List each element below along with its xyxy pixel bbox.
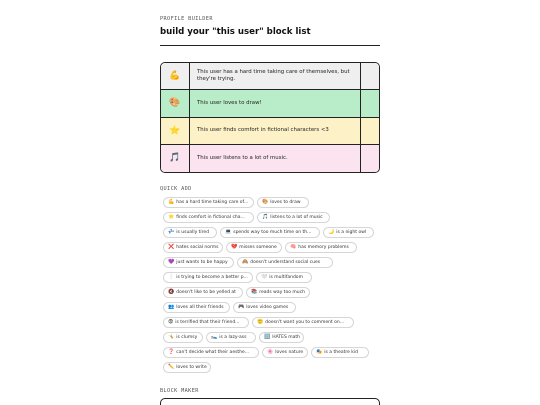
- chip-label: loves to draw: [270, 200, 301, 205]
- brain-icon: 🧠: [290, 244, 297, 250]
- laptop-icon: 💻: [225, 229, 232, 235]
- chip-label: is a lazy-ass: [219, 335, 247, 340]
- chip-label: loves all their friends: [176, 305, 224, 310]
- chip-label: loves video games: [246, 305, 289, 310]
- question-mark-icon: ❓: [168, 349, 175, 355]
- chip-button[interactable]: [163, 347, 259, 358]
- chip-label: finds comfort in fictional cha...: [176, 215, 245, 220]
- artist-palette-icon: 🎨: [262, 199, 269, 205]
- chip-label: hates social norms: [176, 245, 219, 250]
- block-end-cell: [361, 118, 379, 144]
- chip-label: reads way too much: [259, 290, 305, 295]
- chip-label: spends way too much time on th...: [233, 230, 312, 235]
- block-row[interactable]: [161, 90, 379, 117]
- chip-button[interactable]: [220, 227, 320, 238]
- chip-button[interactable]: [163, 227, 217, 238]
- moon-icon: 🌙: [328, 229, 335, 235]
- chip-label: is usually tired: [176, 230, 210, 235]
- chip-button[interactable]: [237, 257, 333, 268]
- chip-button[interactable]: [163, 332, 203, 343]
- chip-button[interactable]: [256, 272, 312, 283]
- smiling-face-icon: 🙂: [257, 319, 264, 325]
- chip-label: is a night owl: [336, 230, 367, 235]
- chip-button[interactable]: [163, 287, 243, 298]
- chip-label: loves to write: [176, 365, 207, 370]
- chip-button[interactable]: [163, 197, 254, 208]
- block-text: This user loves to draw!: [190, 90, 361, 116]
- chip-button[interactable]: [257, 197, 309, 208]
- chip-button[interactable]: [259, 332, 304, 343]
- muted-speaker-icon: 🔇: [168, 289, 175, 295]
- star-icon: ⭐: [168, 214, 175, 220]
- chip-button[interactable]: [262, 347, 308, 358]
- chip-label: is trying to become a better p...: [176, 275, 248, 280]
- chip-label: doesn't like to be yelled at: [176, 290, 236, 295]
- fearful-face-icon: 😨: [168, 319, 174, 325]
- chip-button[interactable]: [252, 317, 354, 328]
- theater-masks-icon: 🎭: [316, 349, 323, 355]
- block-row[interactable]: [161, 145, 379, 172]
- chip-button[interactable]: [206, 332, 256, 343]
- block-maker-panel[interactable]: [160, 398, 380, 405]
- chip-label: is terrified that their friend...: [175, 320, 240, 325]
- chip-button[interactable]: [163, 272, 253, 283]
- block-text: This user listens to a lot of music.: [190, 145, 361, 172]
- flexed-biceps-icon: 💪: [168, 199, 175, 205]
- block-end-cell: [361, 145, 379, 172]
- cartwheel-icon: 🤸: [168, 334, 175, 340]
- chip-label: has memory problems: [298, 245, 349, 250]
- books-icon: 📚: [251, 289, 258, 295]
- chip-button[interactable]: [163, 242, 223, 253]
- block-end-cell: [361, 63, 379, 89]
- numbers-icon: 🔢: [264, 334, 271, 340]
- block-text: This user has a hard time taking care of themselves, but they're trying.: [190, 63, 361, 89]
- chip-button[interactable]: [163, 257, 234, 268]
- white-heart-icon: 🤍: [261, 274, 268, 280]
- chip-label: HATES math: [272, 335, 300, 340]
- flower-icon: 🌸: [267, 349, 274, 355]
- chip-button[interactable]: [163, 362, 211, 373]
- purple-heart-icon: 💜: [168, 259, 175, 265]
- musical-note-icon: 🎵: [262, 214, 269, 220]
- chip-button[interactable]: [226, 242, 282, 253]
- block-text: This user finds comfort in fictional characters <3: [190, 118, 361, 144]
- block-row[interactable]: [161, 63, 379, 90]
- chip-button[interactable]: [323, 227, 374, 238]
- broken-heart-icon: 💔: [231, 244, 238, 250]
- chip-label: loves nature: [275, 350, 304, 355]
- chip-label: is clumsy: [176, 335, 198, 340]
- bed-icon: 🛌: [211, 334, 218, 340]
- block-maker-label: BLOCK MAKER: [160, 388, 199, 394]
- chip-label: doesn't understand social cues: [250, 260, 321, 265]
- page-title: build your "this user" block list: [160, 27, 311, 37]
- exclamation-icon: ❕: [168, 274, 175, 280]
- chip-label: has a hard time taking care of...: [176, 200, 249, 205]
- block-end-cell: [361, 90, 379, 116]
- chip-button[interactable]: [233, 302, 296, 313]
- block-row[interactable]: [161, 118, 379, 145]
- people-icon: 👥: [168, 304, 175, 310]
- chip-label: just wants to be happy: [176, 260, 228, 265]
- chip-label: listens to a lot of music: [270, 215, 323, 220]
- artist-palette-icon: 🎨: [161, 90, 190, 116]
- chip-label: misses someone: [239, 245, 277, 250]
- flexed-biceps-icon: 💪: [161, 63, 190, 89]
- page-eyebrow: PROFILE BUILDER: [160, 16, 213, 22]
- chip-button[interactable]: [163, 302, 230, 313]
- game-controller-icon: 🎮: [238, 304, 245, 310]
- sleep-icon: 💤: [168, 229, 175, 235]
- chip-label: is a theatre kid: [324, 350, 359, 355]
- chip-button[interactable]: [163, 317, 249, 328]
- star-icon: ⭐: [161, 118, 190, 144]
- cross-mark-icon: ❌: [168, 244, 175, 250]
- see-no-evil-monkey-icon: 🙈: [242, 259, 249, 265]
- pencil-icon: ✏️: [168, 364, 175, 370]
- quick-add-label: QUICK ADD: [160, 186, 192, 192]
- chip-button[interactable]: [246, 287, 310, 298]
- chip-button[interactable]: [163, 212, 254, 223]
- chip-label: is multifandom: [269, 275, 303, 280]
- title-divider: [160, 45, 380, 46]
- chip-label: can't decide what their aesthe...: [176, 350, 250, 355]
- chip-button[interactable]: [311, 347, 369, 358]
- chip-button[interactable]: [257, 212, 330, 223]
- chip-button[interactable]: [285, 242, 357, 253]
- chip-label: doesn't want you to comment on...: [265, 320, 345, 325]
- musical-note-icon: 🎵: [161, 145, 190, 172]
- block-list: [160, 62, 380, 173]
